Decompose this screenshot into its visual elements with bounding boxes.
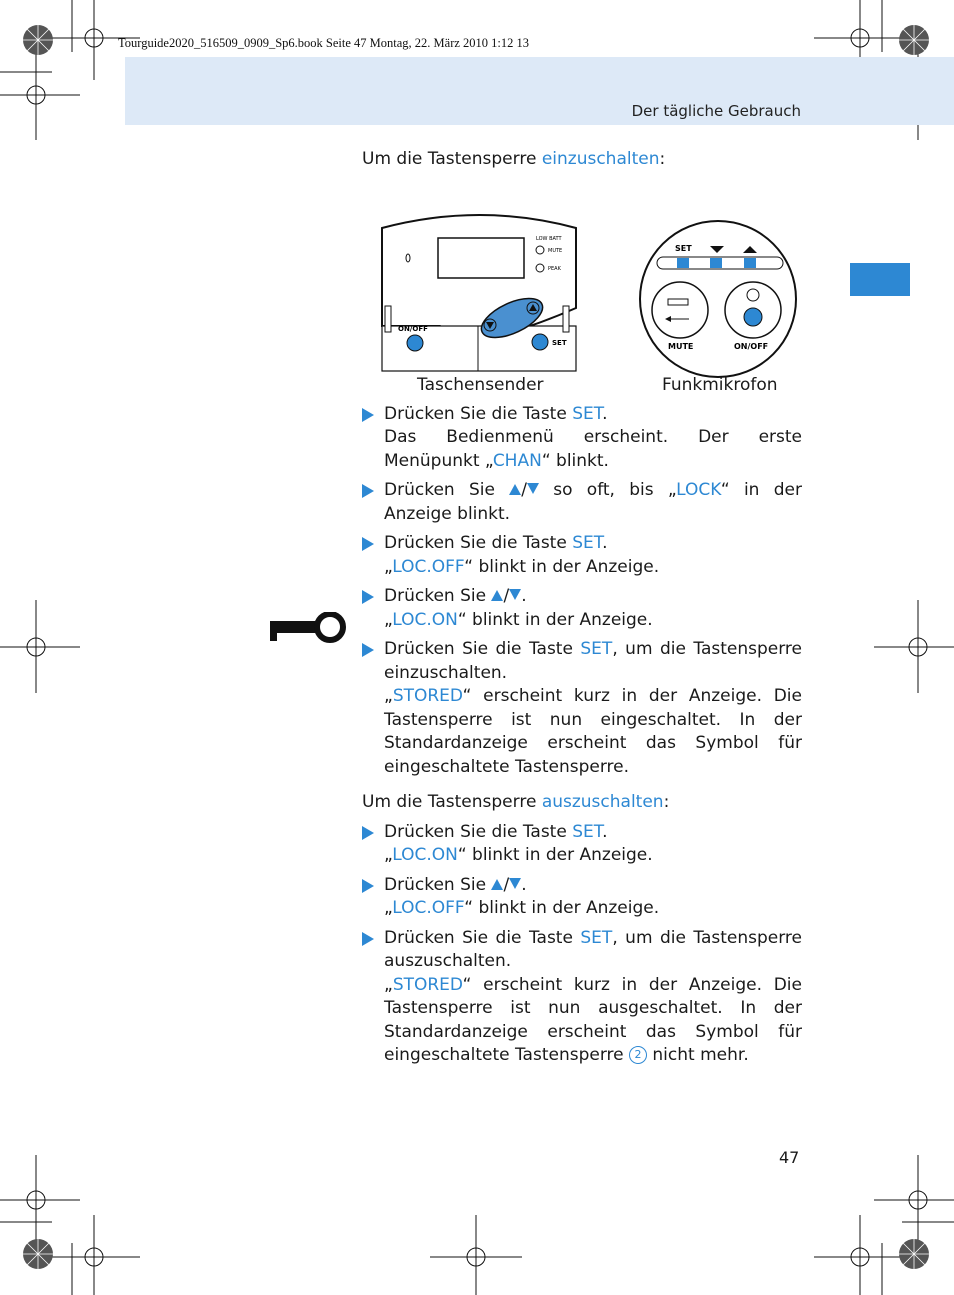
step-4: Drücken Sie / . „LOC.ON“ blinkt in der Anzeige. [362,585,802,632]
mic-on-off-label: ON/OFF [734,341,769,351]
mic-mute-label: MUTE [668,341,694,351]
mute-label: MUTE [548,247,563,254]
up-arrow-icon [491,879,503,890]
step-off-1: Drücken Sie die Taste SET. „LOC.ON“ blinkt in der Anzeige. [362,821,802,868]
header-band [125,57,954,125]
step-2: Drücken Sie / so oft, bis „LOCK“ in der Anzeige blinkt. [362,479,802,526]
step-arrow-icon [362,408,374,422]
step-arrow-icon [362,537,374,551]
caption-funkmikrofon: Funkmikrofon [662,374,778,395]
step-arrow-icon [362,932,374,946]
step-5: Drücken Sie die Taste SET, um die Tastensperre einzuschalten. „STORED“ erscheint kurz in der Anzeige. Die Tastensperre ist nun eingeschaltet. In der Standardanzeige erscheint das Symbol für eingeschaltete Tastensperre. [362,638,802,779]
device-figures [362,178,802,403]
down-arrow-icon [509,878,521,889]
low-batt-label: LOW BATT [536,235,562,242]
reference-number: 2 [629,1046,647,1064]
on-off-label: ON/OFF [398,324,428,333]
section1-intro: Um die Tastensperre einzuschalten: [362,149,666,169]
step-arrow-icon [362,879,374,893]
caption-taschensender: Taschensender [417,374,544,395]
up-arrow-icon [491,590,503,601]
set-label: SET [552,338,567,347]
mic-set-label: SET [675,243,692,253]
key-lock-icon [268,612,348,646]
chapter-tab [850,263,910,296]
step-1: Drücken Sie die Taste SET. Das Bedienmenü erscheint. Der erste Menüpunkt „CHAN“ blinkt. [362,403,802,474]
step-arrow-icon [362,484,374,498]
step-off-2: Drücken Sie / . „LOC.OFF“ blinkt in der Anzeige. [362,874,802,921]
step-arrow-icon [362,826,374,840]
up-arrow-icon [509,484,521,495]
step-arrow-icon [362,643,374,657]
down-arrow-icon [527,483,539,494]
book-tag: Tourguide2020_516509_0909_Sp6.book Seite 47 Montag, 22. März 2010 1:12 13 [118,36,530,50]
section2-intro: Um die Tastensperre auszuschalten: [362,792,670,812]
down-arrow-icon [509,589,521,600]
step-3: Drücken Sie die Taste SET. „LOC.OFF“ blinkt in der Anzeige. [362,532,802,579]
peak-label: PEAK [548,265,561,272]
transmitter-drawing [380,208,580,373]
main-content [362,148,802,1074]
page-number: 47 [779,1148,800,1167]
step-arrow-icon [362,590,374,604]
step-off-3: Drücken Sie die Taste SET, um die Tastensperre auszuschalten. „STORED“ erscheint kurz in der Anzeige. Die Tastensperre ist nun ausgeschaltet. In der Standardanzeige erscheint das Symbol für eingeschaltete Tastensperre 2 nicht mehr. [362,927,802,1068]
microphone-drawing [637,218,799,378]
section-title: Der tägliche Gebrauch [631,102,801,120]
